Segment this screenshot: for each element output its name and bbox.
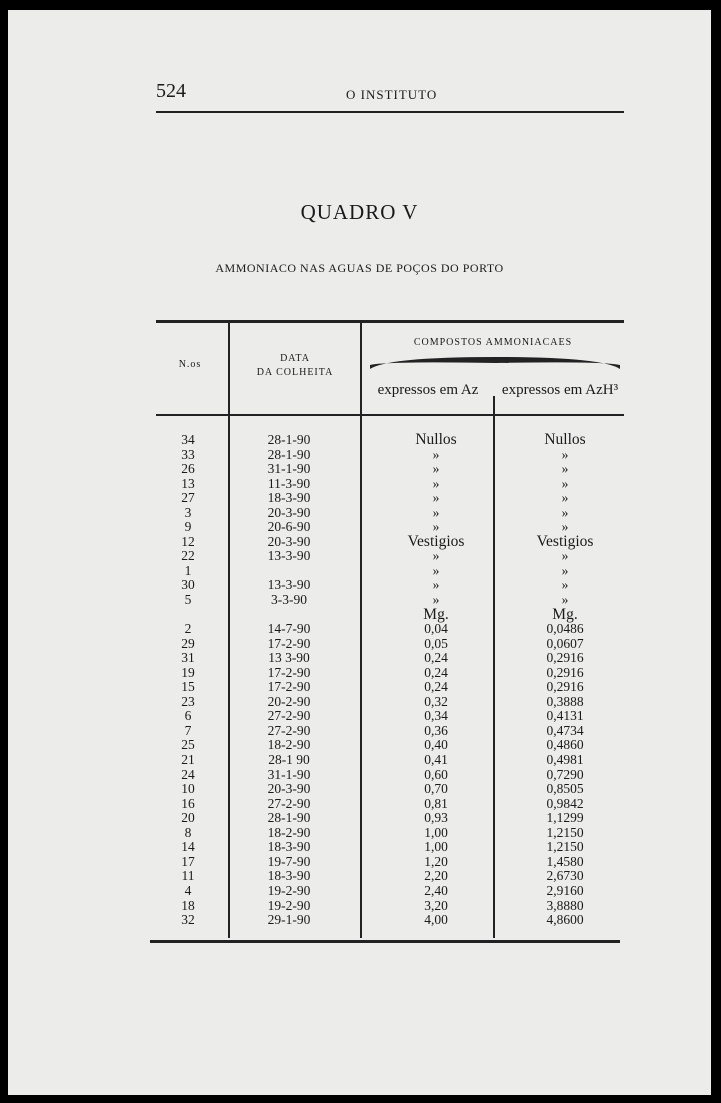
cell-num: 25 [181,737,195,753]
table-top-rule [156,320,624,323]
cell-num: 2 [184,621,192,637]
cell-date: 13 3-90 [268,650,310,666]
cell-date: 20-3-90 [267,781,311,797]
cell-azh3: » [561,592,569,608]
cell-num: 10 [181,781,195,797]
cell-date: 28-1-90 [267,432,311,447]
cell-num: 16 [181,795,195,811]
header-num: N.os [178,359,202,370]
cell-num: 19 [181,664,195,680]
cell-date: 19-2-90 [267,882,311,898]
column-divider-2 [360,322,362,938]
cell-azh3: » [561,577,569,593]
cell-azh3: 0,2916 [546,650,584,666]
header-group: COMPOSTOS AMMONIACAES [413,337,573,348]
cell-azh3: 1,2150 [546,839,584,855]
cell-azh3: » [561,475,569,491]
cell-azh3: 0,0607 [546,635,584,651]
cell-az: 1,00 [424,839,448,855]
cell-num: 29 [181,635,195,651]
cell-date: 3-3-90 [271,592,307,608]
cell-az: 2,40 [424,882,448,898]
header-azh3: expressos em AzH³ [501,382,619,398]
cell-num: 20 [181,810,195,826]
cell-date: 27-2-90 [267,795,311,811]
cell-date: 17-2-90 [267,679,311,695]
column-date [238,433,340,928]
cell-az: 0,81 [424,795,448,811]
cell-num: 21 [181,752,195,768]
cell-date [238,564,340,579]
cell-az: Mg. [423,605,449,623]
cell-azh3: 0,9842 [546,795,584,811]
cell-az: 1,20 [424,853,448,869]
column-azh3 [505,433,625,928]
cell-azh3: 0,4734 [546,722,584,738]
cell-az: 0,04 [424,621,448,637]
cell-azh3: 0,2916 [546,664,584,680]
cell-az: 2,20 [424,868,448,884]
cell-azh3: » [561,490,569,506]
cell-num: 8 [184,824,192,840]
cell-azh3: 0,4981 [546,752,584,768]
cell-az: 0,32 [424,693,448,709]
cell-num: 31 [181,650,195,666]
header-brace [368,353,622,371]
table-bottom-rule [150,940,620,943]
table-title: QUADRO V [300,200,419,224]
cell-azh3: » [561,548,569,564]
cell-num: 22 [181,548,195,564]
cell-azh3: 2,9160 [546,882,584,898]
cell-az: 3,20 [424,897,448,913]
cell-date: 17-2-90 [267,635,311,651]
cell-azh3: Mg. [552,605,578,623]
cell-date: 20-3-90 [267,533,311,549]
cell-num: 32 [181,912,195,928]
cell-num: 4 [184,882,192,898]
cell-az: 0,60 [424,766,448,782]
cell-num: 7 [184,722,192,738]
cell-num: 13 [181,475,195,491]
cell-num: 26 [181,461,195,477]
cell-num: 9 [184,519,192,535]
page-number: 524 [156,80,186,102]
cell-date: 28-1 90 [268,752,310,768]
cell-azh3: 4,8600 [546,912,584,928]
cell-azh3: 0,3888 [546,693,584,709]
cell-date: 31-1-90 [267,766,311,782]
cell-azh3: » [561,446,569,462]
header-rule [156,111,624,113]
cell-date: 27-2-90 [267,722,311,738]
cell-azh3: Vestigios [536,532,594,550]
cell-date: 14-7-90 [267,621,311,637]
cell-az: 4,00 [424,912,448,928]
cell-date: 18-3-90 [267,868,311,884]
cell-az: 0,41 [424,752,448,768]
cell-azh3: 2,6730 [546,868,584,884]
cell-az: » [432,461,440,477]
cell-az: 0,40 [424,737,448,753]
cell-az: » [432,548,440,564]
cell-az: » [432,562,440,578]
cell-num: 30 [181,577,195,593]
cell-az: » [432,475,440,491]
cell-azh3: 1,1299 [546,810,584,826]
cell-az: 0,70 [424,781,448,797]
cell-num: 3 [184,504,192,520]
cell-az: 0,24 [424,650,448,666]
cell-date: 28-1-90 [267,446,311,462]
cell-num: 15 [181,679,195,695]
cell-num: 27 [181,490,195,506]
page [8,10,711,1095]
cell-az: Vestigios [407,532,465,550]
column-num [158,433,218,928]
cell-date: 18-2-90 [267,824,311,840]
table-subtitle: AMMONIACO NAS AGUAS DE POÇOS DO PORTO [215,261,504,275]
cell-date [238,608,340,623]
cell-az: » [432,592,440,608]
cell-date: 11-3-90 [267,475,311,491]
cell-azh3: 0,0486 [546,621,584,637]
running-title: O INSTITUTO [346,87,438,102]
cell-date: 20-2-90 [267,693,311,709]
header-az: expressos em Az [377,382,479,398]
cell-num: 1 [184,562,192,578]
cell-num: 23 [181,693,195,709]
cell-az: 0,93 [424,810,448,826]
cell-az: » [432,577,440,593]
cell-date: 19-2-90 [267,897,311,913]
cell-azh3: 3,8880 [546,897,584,913]
cell-az: Nullos [415,431,457,448]
cell-date: 13-3-90 [267,577,311,593]
cell-azh3: 0,8505 [546,781,584,797]
cell-date: 20-6-90 [267,519,311,535]
cell-az: » [432,504,440,520]
cell-az: » [432,519,440,535]
cell-date: 17-2-90 [267,664,311,680]
cell-date: 28-1-90 [267,810,311,826]
cell-num: 17 [181,853,195,869]
cell-num: 18 [181,897,195,913]
cell-date: 18-3-90 [267,839,311,855]
cell-az: 0,34 [424,708,448,724]
cell-azh3: » [561,461,569,477]
cell-date: 20-3-90 [267,504,311,520]
cell-num: 34 [181,432,195,447]
cell-num: 14 [181,839,195,855]
cell-az: 0,36 [424,722,448,738]
cell-date: 27-2-90 [267,708,311,724]
cell-num: 5 [184,592,192,608]
cell-num: 12 [181,533,195,549]
cell-date: 18-2-90 [267,737,311,753]
column-divider-1 [228,322,230,938]
column-az [370,433,502,928]
cell-az: » [432,446,440,462]
cell-azh3: » [561,519,569,535]
cell-azh3: 0,2916 [546,679,584,695]
cell-azh3: 0,4131 [546,708,584,724]
cell-num: 11 [181,868,195,884]
cell-az: 0,24 [424,679,448,695]
cell-az: » [432,490,440,506]
cell-azh3: 0,4860 [546,737,584,753]
cell-az: 0,24 [424,664,448,680]
cell-date: 13-3-90 [267,548,311,564]
cell-az: 1,00 [424,824,448,840]
cell-num: 6 [184,708,192,724]
header-bottom-rule [156,414,624,416]
cell-date: 19-7-90 [267,853,311,869]
cell-azh3: 1,2150 [546,824,584,840]
cell-num: 24 [181,766,195,782]
cell-num: 33 [181,446,195,462]
header-date-line1: DATA [280,353,310,364]
cell-azh3: 0,7290 [546,766,584,782]
cell-date: 29-1-90 [267,912,311,928]
cell-azh3: » [561,504,569,520]
header-date-line2: DA COLHEITA [256,367,334,378]
cell-azh3: » [561,562,569,578]
cell-date: 18-3-90 [267,490,311,506]
cell-azh3: 1,4580 [546,853,584,869]
cell-date: 31-1-90 [267,461,311,477]
cell-az: 0,05 [424,635,448,651]
cell-azh3: Nullos [544,431,586,448]
cell-num [158,608,218,623]
